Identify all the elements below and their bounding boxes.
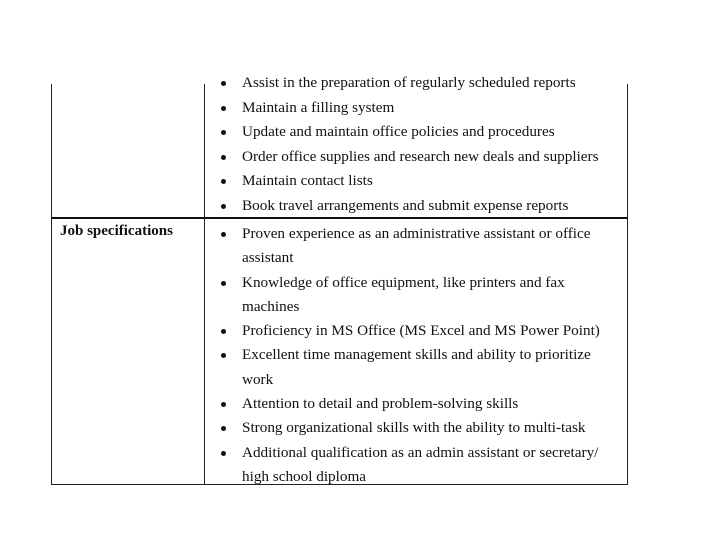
list-item-text: Additional qualification as an admin assistant or secretary/ high school diploma [242,443,599,485]
list-item-text: Attention to detail and problem-solving skills [242,395,519,413]
bullet-icon [221,232,226,237]
list-item [214,145,617,170]
list-item-text: Excellent time management skills and ability to prioritize work [242,346,591,388]
bullet-icon [221,329,226,334]
list-item-text: Order office supplies and research new deals and suppliers [242,147,599,165]
list-item [214,441,617,490]
list-item [214,392,617,416]
list-item-text: Update and maintain office policies and procedures [242,123,555,141]
list-item [214,96,617,121]
list-item-text: Proven experience as an administrative assistant or office assistant [242,225,591,267]
list-item-text: Strong organizational skills with the ability to multi-task [242,419,586,437]
bullet-icon [221,106,226,111]
list-item-text: Maintain a filling system [242,98,395,116]
bullet-icon [221,353,226,358]
list-item [214,416,617,440]
job-description-table [51,74,628,485]
list-item [214,169,617,194]
list-item [214,319,617,343]
bullet-icon [221,281,226,286]
bullet-icon [221,451,226,456]
bullet-icon [221,402,226,407]
list-item-text: Knowledge of office equipment, like printers and fax machines [242,273,565,315]
bullet-icon [221,179,226,184]
list-item [214,120,617,145]
list-item [214,194,617,219]
job-specifications-row [52,217,627,484]
list-item [214,343,617,392]
bullet-icon [221,81,226,86]
column-divider [204,84,205,217]
bullet-icon [221,204,226,209]
column-divider [204,219,205,484]
bullet-icon [221,155,226,160]
list-item-text: Assist in the preparation of regularly scheduled reports [242,74,576,91]
list-item-text: Maintain contact lists [242,172,373,190]
list-item [214,222,617,271]
bullet-icon [221,426,226,431]
bullet-icon [221,130,226,135]
duties-row [52,74,627,217]
row-label: Job specifications [60,223,173,239]
duties-list [214,71,617,219]
list-item [214,271,617,320]
list-item-text: Book travel arrangements and submit expense reports [242,196,569,214]
specifications-list [214,222,617,489]
list-item-text: Proficiency in MS Office (MS Excel and MS Power Point) [242,322,600,340]
list-item [214,71,617,96]
